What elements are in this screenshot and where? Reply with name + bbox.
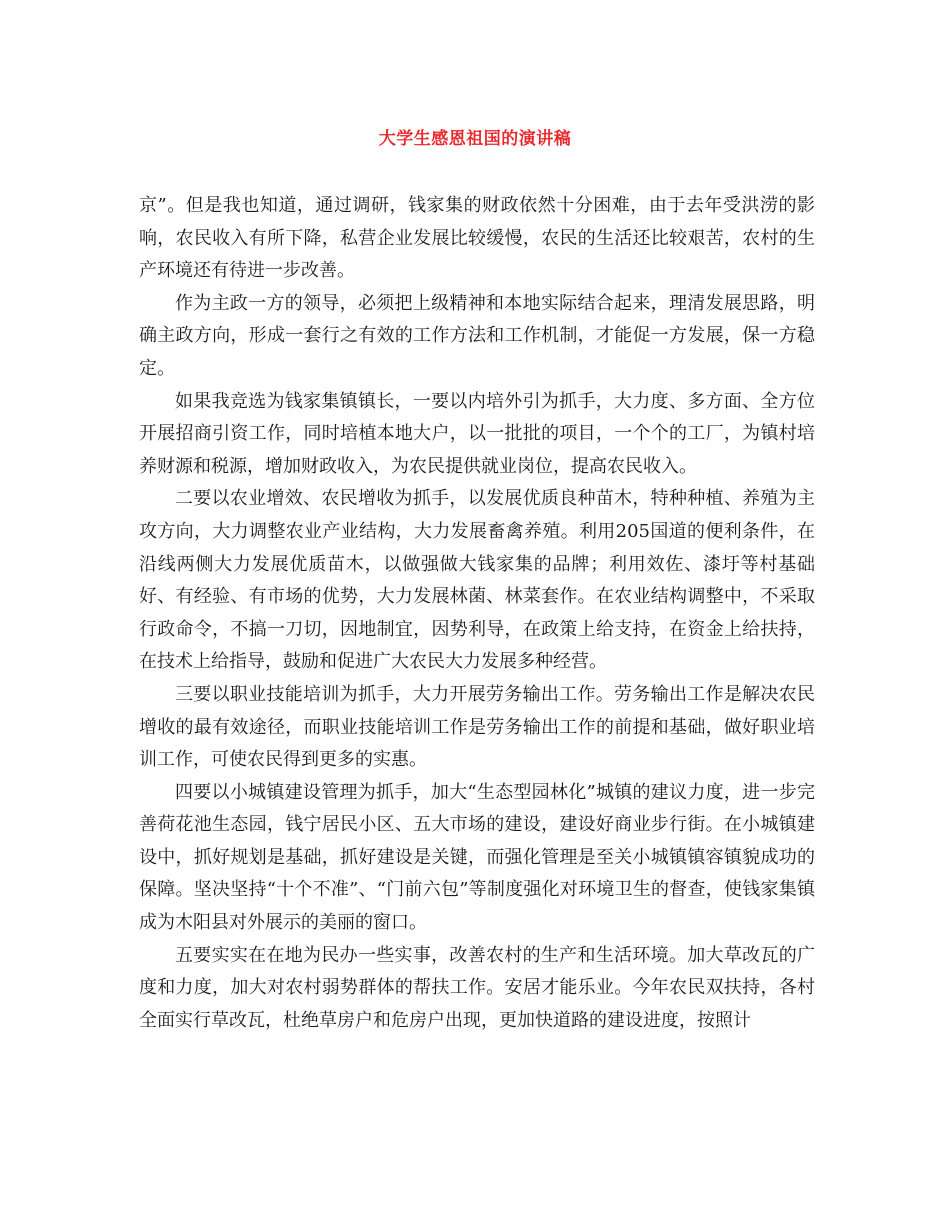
- paragraph-6: 四要以小城镇建设管理为抓手，加大“生态型园林化”城镇的建议力度，进一步完善荷花池生态园，钱宁居民小区、五大市场的建设，建设好商业步行街。在小城镇建设中，抓好规划是基础，抓好建设是关键，而强化管理是至关小城镇镇容镇貌成功的保障。坚决坚持“十个不准”、“门前六包”等制度强化对环境卫生的督查，使钱家集镇成为木阳县对外展示的美丽的窗口。: [139, 781, 815, 934]
- paragraph-4: 二要以农业增效、农民增收为抓手，以发展优质良种苗木，特种种植、养殖为主攻方向，大力调整农业产业结构，大力发展畜禽养殖。利用205国道的便利条件，在沿线两侧大力发展优质苗木，以做强做大钱家集的品牌；利用效佐、漆圩等村基础好、有经验、有市场的优势，大力发展林菌、林菜套作。在农业结构调整中，不采取行政命令，不搞一刀切，因地制宜，因势利导，在政策上给支持，在资金上给扶持，在技术上给指导，鼓励和促进广大农民大力发展多种经营。: [139, 488, 815, 673]
- document-body: [139, 190, 815, 1037]
- paragraph-5: 三要以职业技能培训为抓手，大力开展劳务输出工作。劳务输出工作是解决农民增收的最有效途径，而职业技能培训工作是劳务输出工作的前提和基础，做好职业培训工作，可使农民得到更多的实惠。: [139, 683, 815, 771]
- paragraph-2: 作为主政一方的领导，必须把上级精神和本地实际结合起来，理清发展思路，明确主政方向，形成一套行之有效的工作方法和工作机制，才能促一方发展，保一方稳定。: [139, 292, 815, 379]
- paragraph-3: 如果我竞选为钱家集镇镇长，一要以内培外引为抓手，大力度、多方面、全方位开展招商引资工作，同时培植本地大户，以一批批的项目，一个个的工厂，为镇村培养财源和税源，增加财政收入，为农民提供就业岗位，提高农民收入。: [139, 390, 815, 477]
- paragraph-7: 五要实实在在地为民办一些实事，改善农村的生产和生活环境。加大草改瓦的广度和力度，加大对农村弱势群体的帮扶工作。安居才能乐业。今年农民双扶持，各村全面实行草改瓦，杜绝草房户和危房户出现，更加快道路的建设进度，按照计: [139, 944, 815, 1031]
- paragraph-1: 京”。但是我也知道，通过调研，钱家集的财政依然十分困难，由于去年受洪涝的影响，农民收入有所下降，私营企业发展比较缓慢，农民的生活还比较艰苦，农村的生产环境还有待进一步改善。: [139, 195, 815, 282]
- document-title: 大学生感恩祖国的演讲稿: [378, 129, 572, 149]
